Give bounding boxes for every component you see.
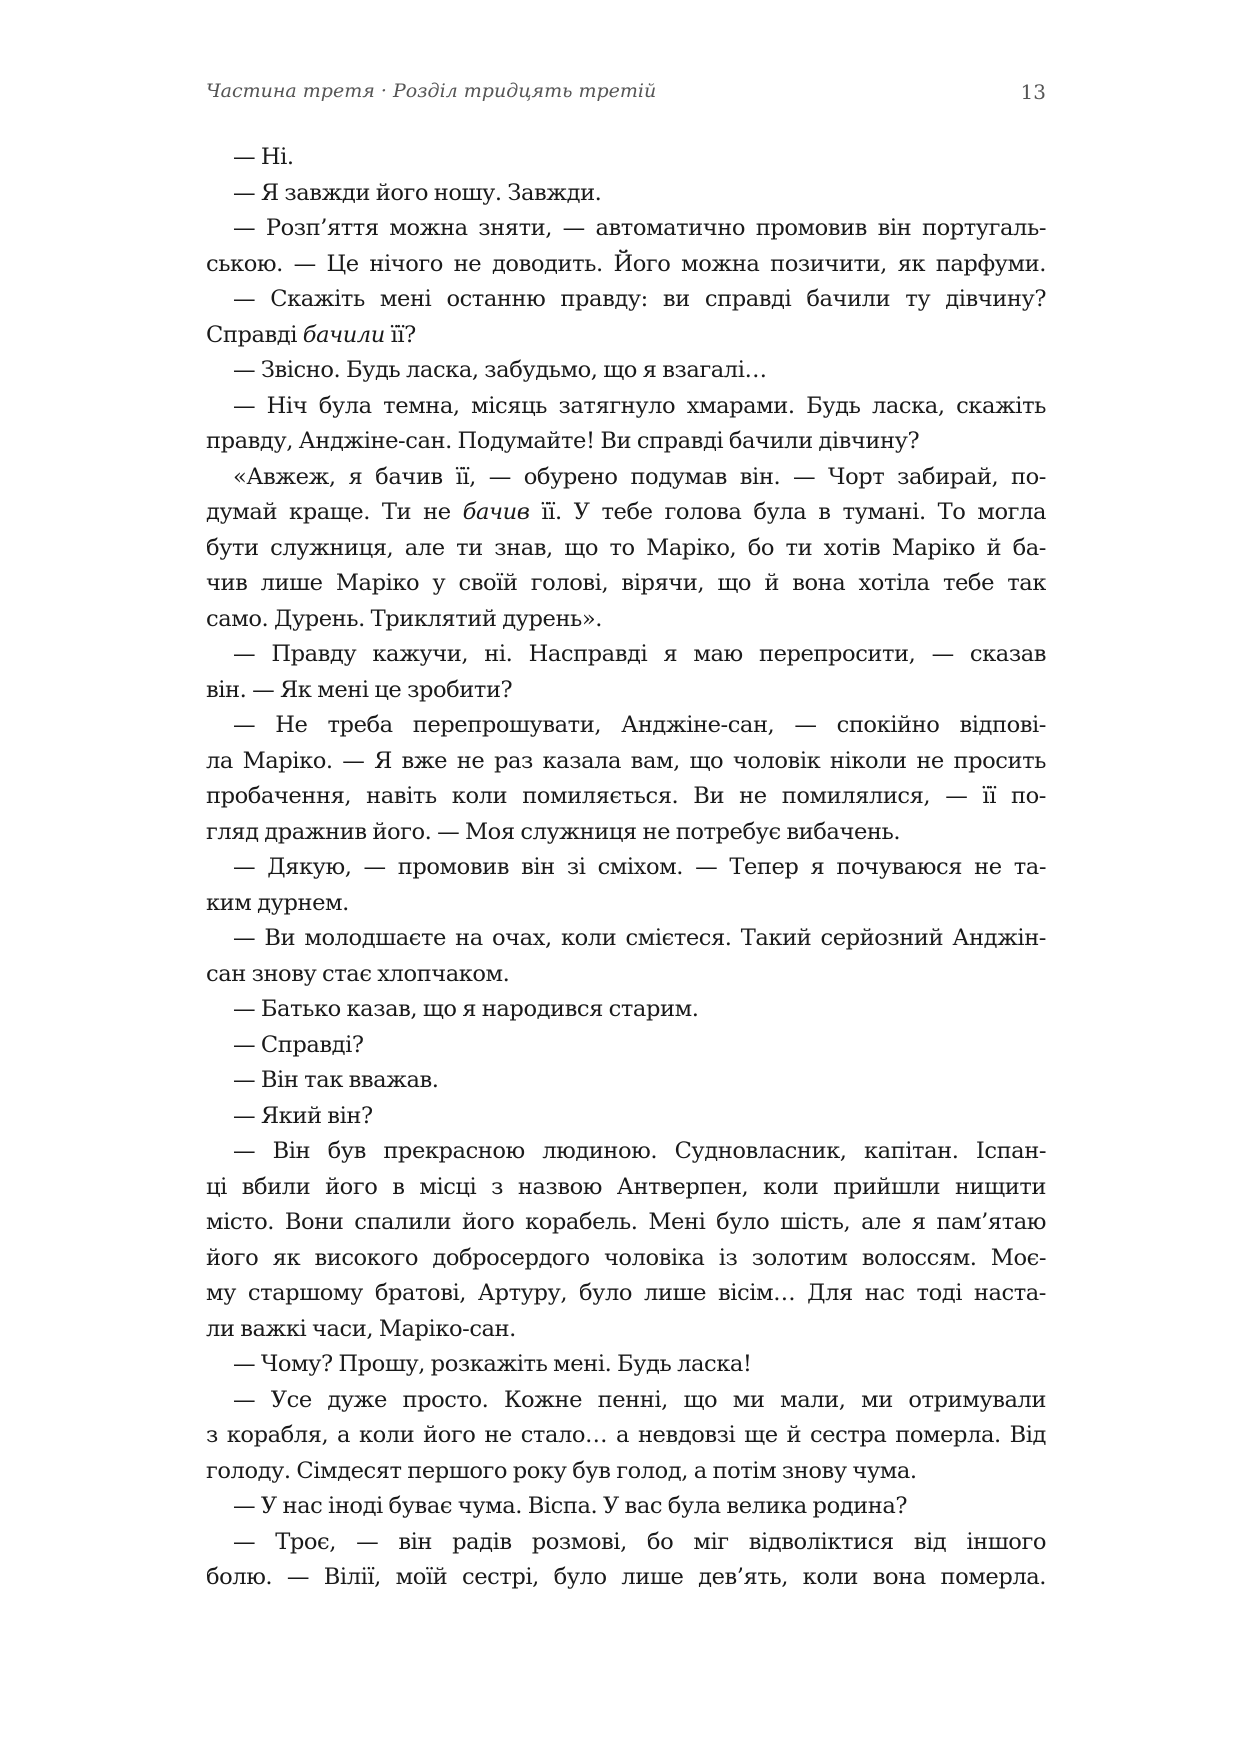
text-line: правду, Анджіне-сан. Подумайте! Ви справді бачили дівчину?	[206, 428, 920, 454]
text-line: — Він був прекрасною людиною. Судновласник, капітан. Іспан-	[233, 1138, 1046, 1164]
text-line: — Він так вважав.	[233, 1067, 439, 1093]
text-line: гляд дражнив його. — Моя служниця не потребує вибачень.	[206, 818, 901, 845]
text-fragment: її. У тебе голова була в тумані. То могла	[529, 499, 1046, 525]
text-line: з корабля, а коли його не стало… а невдовзі ще й сестра померла. Від	[206, 1422, 1046, 1448]
text-line: голоду. Сімдесят першого року був голод, а потім знову чума.	[206, 1457, 917, 1484]
text-line: — Не треба перепрошувати, Анджіне-сан, — спокійно відпові-	[233, 712, 1046, 738]
page-number: 13	[1020, 80, 1046, 104]
header-separator: ·	[380, 80, 387, 102]
text-fragment: думай краще. Ти не	[206, 499, 463, 525]
body-text	[206, 140, 1046, 1596]
text-line	[206, 318, 1046, 354]
text-line: ці вбили його в місці з назвою Антверпен, коли прийшли нищити	[206, 1173, 1046, 1200]
text-line: — Правду кажучи, ні. Насправді я маю перепросити, — сказав	[233, 641, 1046, 667]
text-line: — Чому? Прошу, розкажіть мені. Будь ласка!	[233, 1351, 752, 1377]
text-line: його як високого добросердого чоловіка із золотим волоссям. Моє-	[206, 1244, 1046, 1271]
text-line: — Я завжди його ношу. Завжди.	[233, 179, 602, 206]
text-line: — У нас іноді буває чума. Віспа. У вас була велика родина?	[233, 1493, 908, 1519]
text-line: — Ви молодшаєте на очах, коли смієтеся. Такий серйозний Анджін-	[233, 925, 1046, 951]
text-line: само. Дурень. Триклятий дурень».	[206, 605, 603, 632]
text-line: — Троє, — він радів розмові, бо міг відволіктися від іншого	[233, 1528, 1046, 1555]
text-line: — Розп’яття можна зняти, — автоматично промовив він португаль-	[233, 215, 1046, 241]
text-line: ким дурнем.	[206, 889, 349, 916]
text-line: — Батько казав, що я народився старим.	[233, 996, 699, 1022]
text-line: — Усе дуже просто. Кожне пенні, що ми мали, ми отримували	[233, 1386, 1046, 1413]
chapter-title: Розділ тридцять третій	[392, 80, 657, 102]
italic-word: бачили	[302, 321, 385, 348]
text-fragment: її?	[384, 321, 416, 348]
text-line: — Скажіть мені останню правду: ви справді бачили ту дівчину?	[233, 286, 1046, 312]
text-line: ською. — Це нічого не доводить. Його можна позичити, як парфуми.	[206, 250, 1046, 277]
text-line: ли важкі часи, Маріко-сан.	[206, 1315, 516, 1342]
text-line: сан знову стає хлопчаком.	[206, 960, 510, 987]
italic-word: бачив	[462, 499, 530, 525]
text-line: чив лише Маріко у своїй голові, вірячи, що й вона хотіла тебе так	[206, 570, 1046, 596]
text-line: — Звісно. Будь ласка, забудьмо, що я взагалі…	[233, 357, 767, 383]
text-line: — Ніч була темна, місяць затягнуло хмарами. Будь ласка, скажіть	[233, 392, 1046, 419]
text-line: ла Маріко. — Я вже не раз казала вам, що чоловік ніколи не просить	[206, 747, 1046, 774]
text-line: бути служниця, але ти знав, що то Маріко, бо ти хотів Маріко й ба-	[206, 534, 1046, 561]
text-line: пробачення, навіть коли помиляється. Ви не помилялися, — її по-	[206, 783, 1046, 809]
text-line: му старшому братові, Артуру, було лише вісім… Для нас тоді наста-	[206, 1280, 1046, 1306]
text-line: він. — Як мені це зробити?	[206, 676, 513, 703]
text-fragment: Справді	[206, 321, 303, 348]
part-title: Частина третя	[206, 80, 375, 102]
text-line	[206, 495, 1046, 531]
text-line: — Справді?	[233, 1031, 364, 1058]
text-line: — Який він?	[233, 1102, 373, 1129]
text-line: — Дякую, — промовив він зі сміхом. — Тепер я почуваюся не та-	[233, 854, 1046, 880]
text-line: — Ні.	[233, 144, 294, 170]
text-line: «Авжеж, я бачив її, — обурено подумав він. — Чорт забирай, по-	[233, 463, 1046, 490]
text-line: болю. — Вілії, моїй сестрі, було лише дев’ять, коли вона померла.	[206, 1564, 1046, 1590]
running-head	[206, 80, 1046, 102]
text-line: місто. Вони спалили його корабель. Мені було шість, але я пам’ятаю	[206, 1209, 1046, 1235]
